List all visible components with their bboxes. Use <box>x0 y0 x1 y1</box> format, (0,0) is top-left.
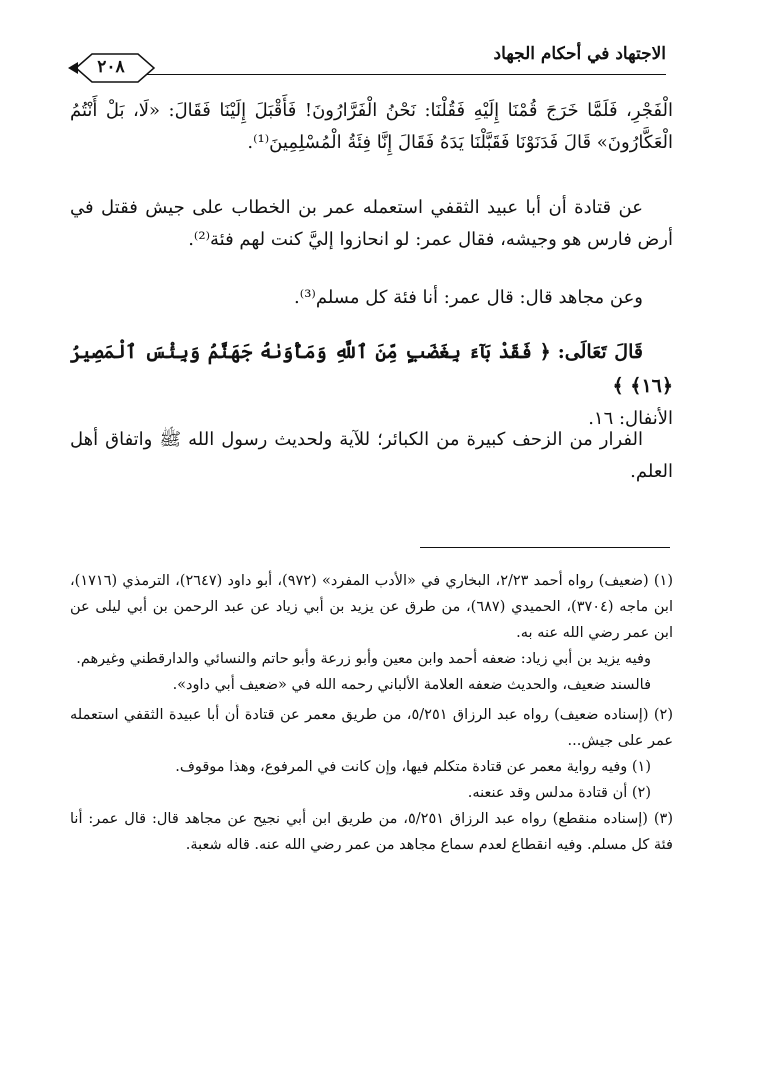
paragraph-text: وعن مجاهد قال: قال عمر: أنا فئة كل مسلم⁽³⁾. <box>294 287 643 308</box>
footnote-2-reason-2: (٢) أن قتادة مدلس وقد عنعنه. <box>467 785 651 801</box>
header-rule <box>146 74 666 75</box>
quran-verse-block <box>70 335 673 435</box>
running-title: الاجتهاد في أحكام الجهاد <box>493 44 666 64</box>
footnote-1-conclusion: فالسند ضعيف، والحديث ضعفه العلامة الألباني رحمه الله في «ضعيف أبي داود». <box>172 677 651 693</box>
footnote-1: (١) (ضعيف) رواه أحمد ٢/٢٣، البخاري في «الأدب المفرد» (٩٧٢)، أبو داود (٢٦٤٧)، الترمذي (١٧١٦)، ابن ماجه (٣٧٠٤)، الحميدي (٦٨٧)، من طرق عن يزيد بن أبي زياد عن عبد الرحمن بن أبي ليلى عن ابن عمر رضي الله عنه به. <box>70 573 673 641</box>
footnote-2-reason-1: (١) وفيه رواية معمر عن قتادة متكلم فيها، وإن كانت في المرفوع، وهذا موقوف. <box>175 759 651 775</box>
paragraph-mujahid <box>70 282 673 314</box>
verse-reference: الأنفال: ١٦. <box>588 408 673 429</box>
page-number: ٢٠٨ <box>97 57 125 77</box>
page-number-badge <box>66 52 156 84</box>
hadith-continuation: الْفَجْرِ، فَلَمَّا خَرَجَ قُمْنَا إِلَيْهِ فَقُلْنَا: نَحْنُ الْفَرَّارُونَ! فَأَقْبَلَ إِلَيْنَا فَقَالَ: «لَا، بَلْ أَنْتُمُ الْعَكَّارُونَ» قَالَ فَدَنَوْنَا فَقَبَّلْنَا يَدَهُ فَقَالَ إِنَّا فِئَةُ الْمُسْلِمِينَ⁽¹⁾. <box>70 100 673 153</box>
paragraph-text: عن قتادة أن أبا عبيد الثقفي استعمله عمر بن الخطاب على جيش فقتل في أرض فارس هو وجيشه، فقال عمر: لو انحازوا إليَّ كنت لهم فئة⁽²⁾. <box>70 197 673 250</box>
main-text <box>70 95 673 159</box>
verse-intro: قَالَ تَعَالَى: <box>557 341 643 363</box>
footnote-1-note: وفيه يزيد بن أبي زياد: ضعفه أحمد وابن معين وأبو زرعة وأبو حاتم والنسائي والدارقطني وغيرهم. <box>76 651 651 667</box>
page-header <box>66 38 666 84</box>
paragraph-text: الفرار من الزحف كبيرة من الكبائر؛ للآية ولحديث رسول الله ﷺ واتفاق أهل العلم. <box>70 429 673 482</box>
quran-verse: ﴿ فَقَدْ بَآءَ بِغَضَبٍ مِّنَ ٱللَّهِ وَمَأْوَىٰهُ جَهَنَّمُ وَبِئْسَ ٱلْمَصِيرُ ﴿١٦﴾ ﴾ <box>70 341 673 397</box>
paragraph-ruling <box>70 424 673 488</box>
footnotes <box>70 568 673 858</box>
footnote-separator <box>420 547 670 548</box>
paragraph-qatada <box>70 192 673 256</box>
footnote-2: (٢) (إسناده ضعيف) رواه عبد الرزاق ٥/٢٥١، من طريق معمر عن قتادة أن أبا عبيدة الثقفي استعمله عمر على جيش... <box>70 707 673 749</box>
footnote-3: (٣) (إسناده منقطع) رواه عبد الرزاق ٥/٢٥١، من طريق ابن أبي نجيح عن مجاهد قال: قال عمر: أنا فئة كل مسلم. وفيه انقطاع لعدم سماع مجاهد من عمر رضي الله عنه. قاله شعبة. <box>70 811 673 853</box>
